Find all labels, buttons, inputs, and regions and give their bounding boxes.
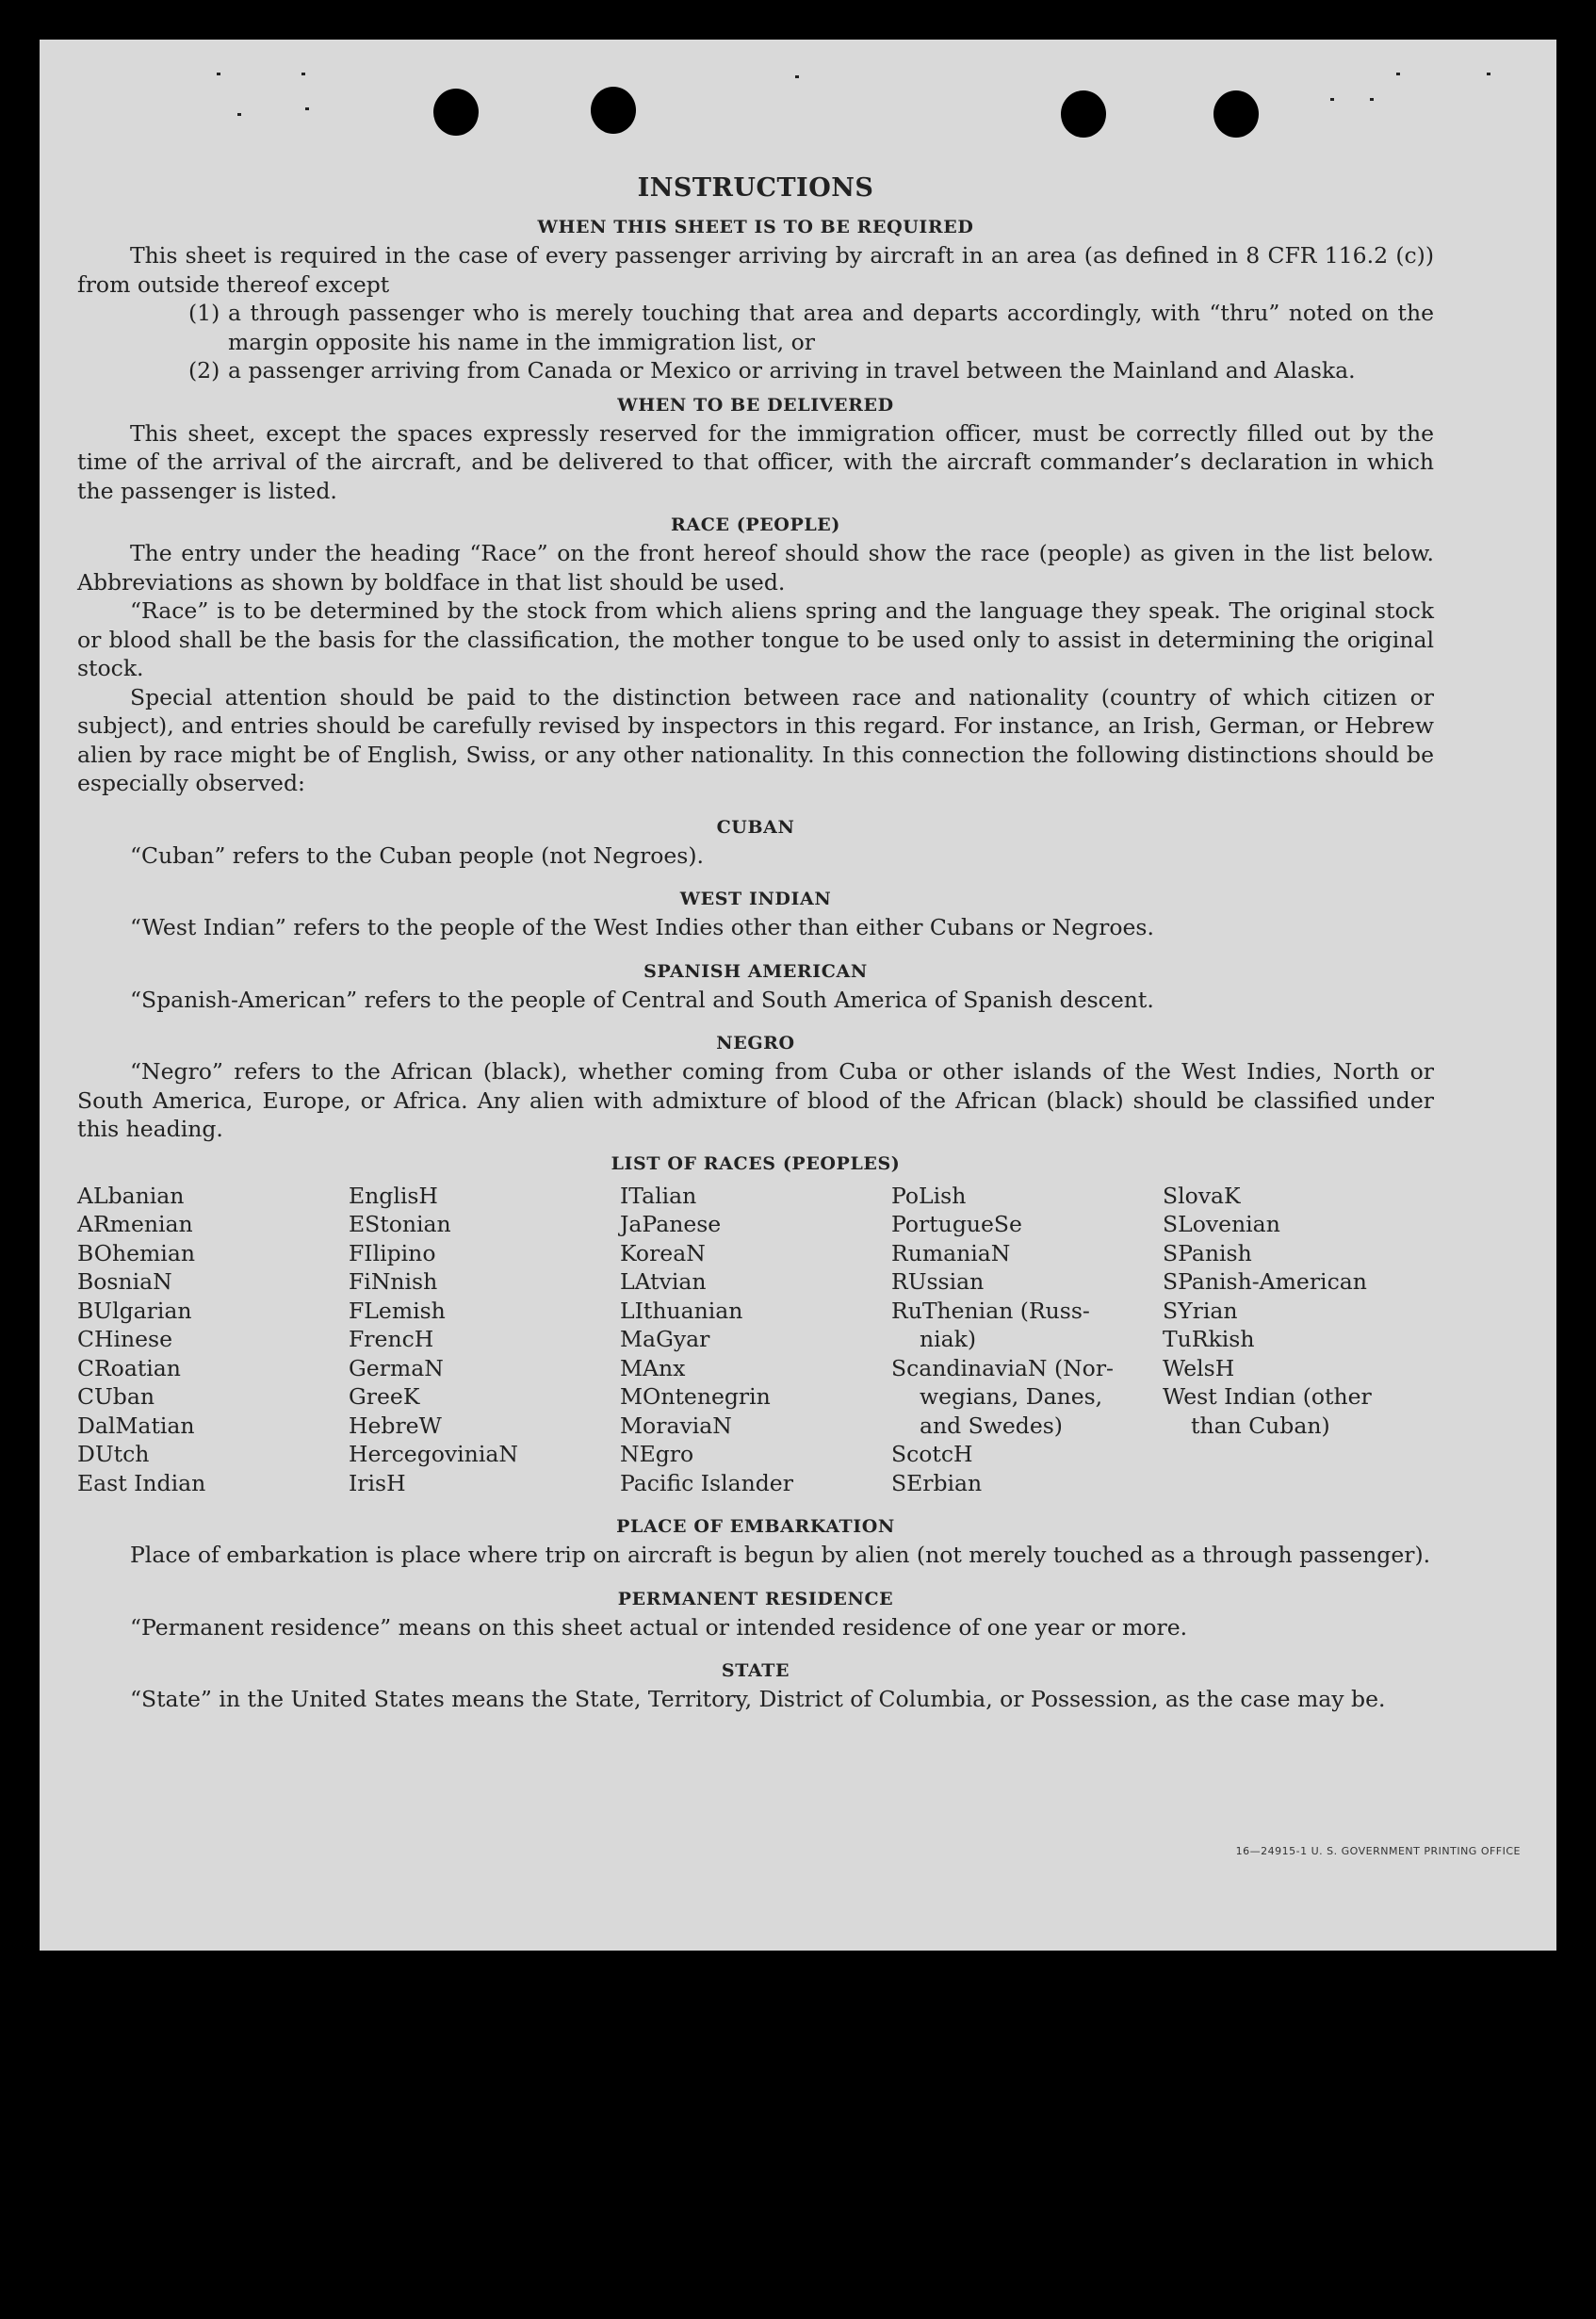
- speck: [1396, 73, 1400, 75]
- exception-number: (1): [188, 300, 220, 326]
- when-delivered-text: This sheet, except the spaces expressly reserved for the immigration officer, must be correctly filled out by the time of the arrival of the aircraft, and be delivered to that officer, with the aircraft commander’s declaration in which the passenger is listed.: [77, 419, 1434, 504]
- race-list: [77, 1182, 1434, 1498]
- race-entry-continuation: wegians, Danes,: [920, 1383, 1103, 1410]
- race-entry: HercegoviniaN: [349, 1441, 518, 1467]
- race-entry: ARmenian: [77, 1211, 193, 1237]
- race-entry: LIthuanian: [620, 1297, 743, 1324]
- race-entry: DalMatian: [77, 1412, 195, 1439]
- section-heading-negro: NEGRO: [716, 1033, 795, 1053]
- race-entry: RUssian: [891, 1268, 985, 1295]
- west-indian-text: “West Indian” refers to the people of the West Indies other than either Cubans or Negroes.: [130, 914, 1154, 940]
- race-entry: SErbian: [891, 1469, 983, 1496]
- race-entry: SYrian: [1163, 1297, 1238, 1324]
- section-heading-list-of-races: LIST OF RACES (PEOPLES): [611, 1152, 901, 1174]
- race-entry: SPanish: [1163, 1239, 1252, 1266]
- race-entry: ScotcH: [891, 1441, 973, 1467]
- race-entry: CUban: [77, 1383, 155, 1410]
- race-entry: TuRkish: [1163, 1326, 1255, 1352]
- race-paragraph: Special attention should be paid to the distinction between race and nationality (country of which citizen or subject), and entries should be carefully revised by inspectors in this regard. For instance, an Irish, German, or Hebrew alien by race might be of English, Swiss, or any other nationality. In this connection the following distinctions should be especially observed:: [77, 683, 1434, 796]
- race-entry: KoreaN: [620, 1239, 706, 1266]
- race-entry: NEgro: [620, 1441, 694, 1467]
- when-required-intro: This sheet is required in the case of every passenger arriving by aircraft in an area (as defined in 8 CFR 116.2 (c)) from outside thereof except: [77, 242, 1434, 298]
- section-heading-race: RACE (PEOPLE): [671, 514, 840, 535]
- race-entry: MOntenegrin: [620, 1383, 771, 1410]
- section-heading-state: STATE: [721, 1660, 790, 1681]
- speck: [1330, 98, 1334, 101]
- race-entry: East Indian: [77, 1469, 206, 1496]
- document-sheet: [40, 40, 1556, 1951]
- state-text: “State” in the United States means the State, Territory, District of Columbia, or Possession, as the case may be.: [130, 1686, 1386, 1712]
- race-entry: FrencH: [349, 1326, 434, 1352]
- race-entry: GermaN: [349, 1354, 444, 1381]
- punch-hole-3: [1061, 90, 1106, 138]
- race-entry: BosniaN: [77, 1268, 172, 1295]
- race-paragraph: “Race” is to be determined by the stock from which aliens spring and the language they speak. The original stock or blood shall be the basis for the classification, the mother tongue to be used only to assist in determining the original stock.: [77, 597, 1434, 681]
- speck: [301, 73, 305, 75]
- race-entry: BUlgarian: [77, 1297, 192, 1324]
- race-entry-continuation: and Swedes): [920, 1412, 1063, 1439]
- race-entry: SlovaK: [1163, 1182, 1241, 1209]
- exception-text: a passenger arriving from Canada or Mexico or arriving in travel between the Mainland and Alaska.: [228, 357, 1356, 384]
- speck: [795, 75, 799, 78]
- race-entry: RumaniaN: [891, 1239, 1011, 1266]
- race-entry: WelsH: [1163, 1354, 1235, 1381]
- race-entry: JaPanese: [620, 1211, 722, 1237]
- race-entry: West Indian (other: [1163, 1383, 1372, 1410]
- race-entry: Pacific Islander: [620, 1469, 793, 1496]
- race-entry: EnglisH: [349, 1182, 438, 1209]
- race-entry: LAtvian: [620, 1268, 707, 1295]
- negro-text: “Negro” refers to the African (black), whether coming from Cuba or other islands of the West Indies, North or South America, Europe, or Africa. Any alien with admixture of blood of the African (black) should be classified under this heading.: [77, 1058, 1434, 1142]
- race-entry: GreeK: [349, 1383, 420, 1410]
- speck: [237, 113, 241, 116]
- race-entry: RuThenian (Russ-: [891, 1297, 1090, 1324]
- exception-item: [188, 356, 1434, 385]
- spanish-american-text: “Spanish-American” refers to the people of Central and South America of Spanish descent.: [130, 986, 1154, 1013]
- race-entry: IrisH: [349, 1469, 406, 1496]
- race-entry: PortugueSe: [891, 1211, 1022, 1237]
- exception-item: [188, 299, 1434, 356]
- race-entry: MoraviaN: [620, 1412, 732, 1439]
- race-entry: FiNnish: [349, 1268, 438, 1295]
- race-entry: HebreW: [349, 1412, 442, 1439]
- race-entry: BOhemian: [77, 1239, 195, 1266]
- exception-number: (2): [188, 357, 220, 384]
- section-heading-embarkation: PLACE OF EMBARKATION: [616, 1516, 895, 1537]
- race-entry: PoLish: [891, 1182, 967, 1209]
- punch-hole-1: [433, 89, 479, 136]
- race-entry: MAnx: [620, 1354, 686, 1381]
- race-entry: MaGyar: [620, 1326, 710, 1352]
- race-entry: ITalian: [620, 1182, 697, 1209]
- race-entry: CRoatian: [77, 1354, 181, 1381]
- race-entry: SPanish-American: [1163, 1268, 1367, 1295]
- race-entry-continuation: than Cuban): [1191, 1412, 1330, 1439]
- race-column: [349, 1182, 620, 1498]
- race-column: [77, 1182, 349, 1498]
- section-heading-when-required: WHEN THIS SHEET IS TO BE REQUIRED: [537, 217, 974, 237]
- race-column: [1163, 1182, 1434, 1498]
- printing-office-footnote: 16—24915-1 U. S. GOVERNMENT PRINTING OFFICE: [1235, 1845, 1521, 1857]
- residence-text: “Permanent residence” means on this sheet actual or intended residence of one year or more.: [130, 1613, 1188, 1641]
- page-title: INSTRUCTIONS: [637, 173, 874, 203]
- exception-text: a through passenger who is merely touching that area and departs accordingly, with “thru” noted on the margin opposite his name in the immigration list, or: [228, 300, 1434, 355]
- race-entry: ALbanian: [77, 1182, 185, 1209]
- speck: [1487, 73, 1490, 75]
- section-heading-spanish-american: SPANISH AMERICAN: [643, 960, 868, 982]
- instructions-content: [77, 170, 1434, 1714]
- race-column: [891, 1182, 1163, 1498]
- embarkation-text: Place of embarkation is place where trip on aircraft is begun by alien (not merely touched as a through passenger).: [130, 1542, 1431, 1568]
- punch-hole-2: [591, 87, 636, 134]
- speck: [305, 107, 309, 110]
- section-heading-west-indian: WEST INDIAN: [679, 889, 832, 909]
- race-column: [620, 1182, 891, 1498]
- race-entry: FLemish: [349, 1297, 446, 1324]
- speck: [217, 73, 220, 75]
- race-entry: ScandinaviaN (Nor-: [891, 1354, 1114, 1381]
- punch-hole-4: [1213, 90, 1259, 138]
- section-heading-when-delivered: WHEN TO BE DELIVERED: [617, 394, 894, 416]
- race-entry: EStonian: [349, 1211, 451, 1237]
- race-entry: FIlipino: [349, 1239, 436, 1266]
- race-entry: SLovenian: [1163, 1211, 1280, 1237]
- race-paragraph: The entry under the heading “Race” on the front hereof should show the race (people) as given in the list below. Abbreviations as shown by boldface in that list should be used.: [77, 540, 1434, 596]
- speck: [1370, 98, 1374, 101]
- race-entry: CHinese: [77, 1326, 172, 1352]
- race-entry: DUtch: [77, 1441, 150, 1467]
- cuban-text: “Cuban” refers to the Cuban people (not Negroes).: [130, 841, 705, 869]
- race-entry-continuation: niak): [920, 1326, 977, 1352]
- section-heading-residence: PERMANENT RESIDENCE: [617, 1588, 894, 1609]
- section-heading-cuban: CUBAN: [716, 816, 795, 838]
